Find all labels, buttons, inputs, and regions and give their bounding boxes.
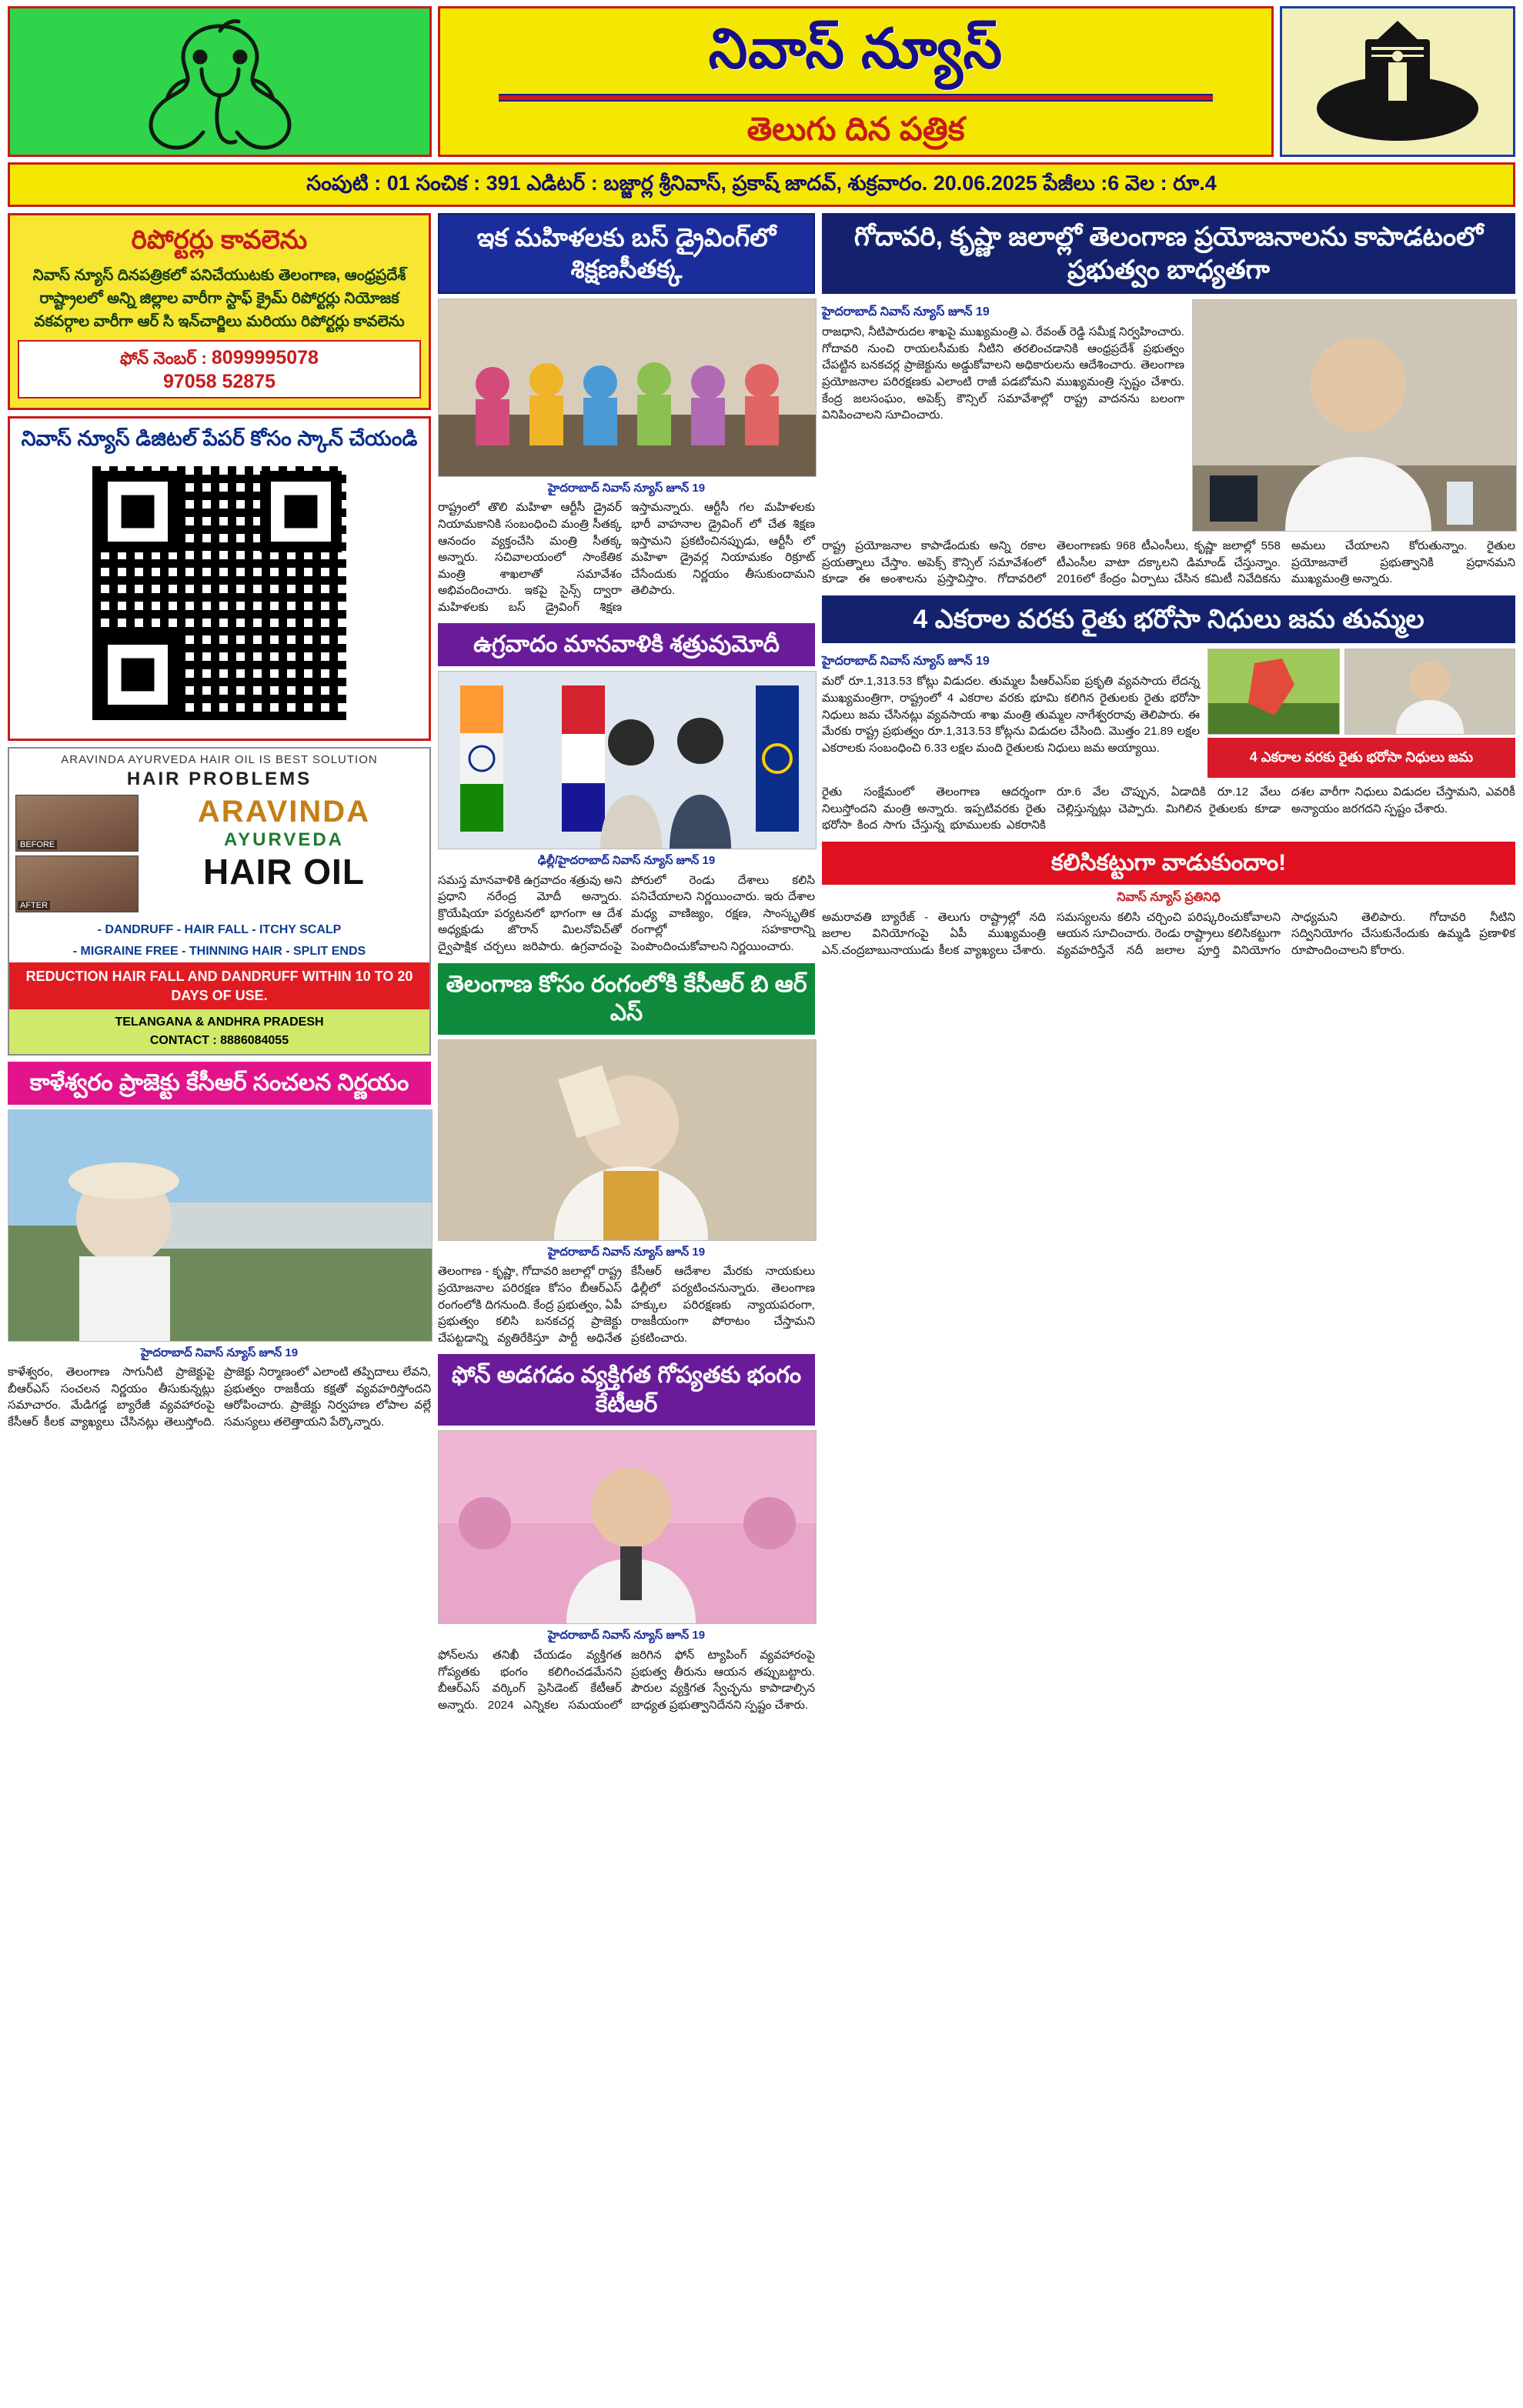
photo-cm-review-meeting: [1192, 299, 1517, 532]
byline-use-together: నివాస్ న్యూస్ ప్రతినిధి: [1117, 890, 1221, 904]
article-kcr-brs-body: తెలంగాణ - కృష్ణా, గోదావరి జలాల్లో రాష్ట్ర ప్రయోజనాల పరిరక్షణ కోసం బీఆర్ఎస్ రంగంలోకి దిగనుంది. కేంద్ర ప్రభుత్వం, ఏపీ ప్రభుత్వం కలిసి బనకచర్ల ప్రాజెక్టు చేపట్టడాన్ని వ్యతిరేకిస్తూ పార్టీ అధినేత కేసీఆర్ ఆదేశాల మేరకు నాయకులు ఢిల్లీలో పర్యటించనున్నారు. తెలంగాణ హక్కుల పరిరక్షణకు న్యాయపరంగా, రాజకీయంగా పోరాటం చేస్తామని ప్రకటించారు.: [438, 1265, 815, 1345]
photo-ktr-press-meet: [439, 1431, 816, 1623]
photo-modi-croatia: [438, 671, 817, 849]
ganesha-icon: [105, 12, 336, 151]
ganesha-logo-box: [8, 6, 432, 157]
photo-cm-revanth-wrap: [1192, 299, 1515, 532]
article-phone-tapping-body: ఫోన్‌లను తనిఖీ చేయడం వ్యక్తిగత గోప్యతకు భంగం కలిగించడమేనని బీఆర్ఎస్ వర్కింగ్ ప్రెసిడెంట్ కేటీఆర్ అన్నారు. 2024 ఎన్నికల సమయంలో జరిగిన ఫోన్ ట్యాపింగ్ వ్యవహారంపై ప్రభుత్వ తీరును ఆయన తప్పుబట్టారు. పౌరుల వ్యక్తిగత స్వేచ్ఛను కాపాడాల్సిన బాధ్యత ప్రభుత్వానిదేనని స్పష్టం చేశారు.: [438, 1649, 815, 1712]
phone-number-1[interactable]: 8099995078: [211, 346, 319, 369]
godavari-lead-text: [822, 299, 1184, 532]
headline-use-together[interactable]: కలిసికట్టుగా వాడుకుందాం!: [822, 842, 1515, 885]
phone-number-2[interactable]: 97058 52875: [163, 370, 276, 392]
ad-hair-oil-brand: [145, 795, 423, 916]
caption-kcr-brs: హైదరాబాద్ నివాస్ న్యూస్ జూన్ 19: [547, 1245, 706, 1259]
column-middle: [438, 213, 815, 1713]
column-right: [822, 213, 1515, 959]
photo-tummala-nageswara-rao: [1345, 649, 1515, 734]
ad-hair-oil-claim: REDUCTION HAIR FALL AND DANDRUFF WITHIN 10 TO 20 DAYS OF USE.: [9, 962, 429, 1009]
byline-farmer-funds: హైదరాబాద్ నివాస్ న్యూస్ జూన్ 19: [822, 655, 990, 669]
ad-hair-oil-region: TELANGANA & ANDHRA PRADESH: [115, 1016, 324, 1029]
issue-info-text: సంపుటి : 01 సంచిక : 391 ఎడిటర్ : బజ్జార్ల శ్రీనివాస్, ప్రకాష్ జాదవ్, శుక్రవారం. 20.06.2025 పేజీలు :6 వెల : రూ.4: [306, 172, 1217, 195]
issue-info-bar: [8, 162, 1515, 207]
temple-gopuram-icon: [1305, 16, 1490, 147]
farmer-badge-text: 4 ఎకరాల వరకు రైతు భరోసా నిధులు జమ: [1249, 749, 1474, 765]
photo-kcr: [439, 1040, 816, 1240]
column-left: [8, 213, 431, 1431]
ad-hair-oil-line2: HAIR PROBLEMS: [126, 769, 312, 790]
ad-reporters-wanted: [8, 213, 431, 410]
photo-kcr-at-dam: [8, 1110, 432, 1341]
photo-cm-revanth-reddy: [1193, 300, 1516, 531]
qr-title: నివాస్ న్యూస్ డిజిటల్ పేపర్ కోసం స్కాన్ చేయండి: [21, 426, 418, 450]
ad-hair-oil: [8, 747, 431, 1056]
headline-farmer-funds[interactable]: 4 ఎకరాల వరకు రైతు భరోసా నిధులు జమ తుమ్మల: [822, 595, 1515, 644]
phone-label-text: ఫోన్ నెంబర్ :: [120, 348, 207, 368]
photo-modi-handshake: [439, 672, 816, 849]
ad-hair-oil-body: [9, 792, 429, 919]
headline-terrorism-modi[interactable]: ఉగ్రవాదం మానవాళికి శత్రువుమోదీ: [438, 623, 815, 666]
caption-phone-tapping: హైదరాబాద్ నివాస్ న్యూస్ జూన్ 19: [547, 1629, 706, 1643]
ad-hair-oil-features-2: - MIGRAINE FREE - THINNING HAIR - SPLIT ENDS: [72, 945, 366, 959]
title-divider: [499, 94, 1214, 102]
photo-minister-tummala: [1344, 649, 1515, 735]
ad-hair-oil-photos: [15, 795, 139, 916]
qr-finder-top-left: [97, 471, 179, 552]
product-name: HAIR OIL: [203, 852, 365, 892]
photo-kcr-speech: [438, 1039, 817, 1241]
caption-women-bus: హైదరాబాద్ నివాస్ న్యూస్ జూన్ 19: [547, 481, 706, 495]
masthead-title-box: [438, 6, 1274, 157]
headline-phone-tapping[interactable]: ఫోన్ అడగడం వ్యక్తిగత గోప్యతకు భంగం కేటీఆర్: [438, 1354, 815, 1426]
farmer-photo-badge: [1207, 738, 1515, 778]
caption-terrorism: ఢిల్లీ/హైదరాబాద్ నివాస్ న్యూస్ జూన్ 19: [537, 853, 716, 867]
masthead: [8, 6, 1515, 157]
caption-kaleswaram: హైదరాబాద్ నివాస్ న్యూస్ జూన్ 19: [140, 1346, 299, 1359]
before-photo: [15, 795, 139, 852]
before-label: BEFORE: [18, 840, 57, 849]
ad-hair-oil-features-1: - DANDRUFF - HAIR FALL - ITCHY SCALP: [97, 923, 342, 937]
page-title: నివాస్ న్యూస్: [708, 18, 1004, 80]
masthead-subtitle: తెలుగు దిన పత్రిక: [746, 111, 965, 148]
article-godavari-body-2: రాష్ట్ర ప్రయోజనాల కాపాడేందుకు అన్ని రకాల ప్రయత్నాలు చేస్తాం. అపెక్స్ కౌన్సిల్ సమావేశంలో కూడా ఈ అంశాలను ప్రస్తావిస్తాం. గోదావరిలో తెలంగాణకు 968 టీఎంసీలు, కృష్ణా జలాల్లో 558 టీఎంసీల వాటా దక్కాలని డిమాండ్ చేస్తున్నాం. 2016లో కేంద్రం ఏర్పాటు చేసిన కమిటీ నివేదికను అమలు చేయాలని కోరుతున్నాం. రైతుల ప్రయోజనాలే ప్రభుత్వానికి ప్రధానమని ముఖ్యమంత్రి అన్నారు.: [822, 539, 1515, 586]
article-godavari-body-1: రాజధాని, నీటిపారుదల శాఖపై ముఖ్యమంత్రి ఎ. రేవంత్ రెడ్డి సమీక్ష నిర్వహించారు. గోదావరి నుంచి రాయలసీమకు నీటిని తరలించడానికి ఆంధ్రప్రదేశ్ ప్రభుత్వం చేపట్టిన బనకచర్ల ప్రాజెక్టును అడ్డుకోవాలని అధికారులను ఆదేశించారు. తెలంగాణ ప్రయోజనాల పరిరక్షణకు ఎలాంటి రాజీ పడబోమని ముఖ్యమంత్రి స్పష్టం చేశారు. కేంద్ర జలసంఘం, అపెక్స్ కౌన్సిల్ సమావేశాల్లో రాష్ట్ర వాదనను బలంగా వినిపించాలని సూచించారు.: [822, 325, 1184, 422]
qr-code-icon[interactable]: [85, 459, 354, 728]
headline-kcr-brs[interactable]: తెలంగాణ కోసం రంగంలోకి కేసీఆర్ బి ఆర్ ఎస్: [438, 963, 815, 1035]
ad-digital-paper-qr: [8, 416, 431, 741]
ad-hair-oil-phone[interactable]: CONTACT : 8886084055: [149, 1034, 289, 1047]
godavari-lead-block: [822, 299, 1515, 532]
after-label: AFTER: [18, 901, 50, 910]
article-farmer-funds-body-2: రైతు సంక్షేమంలో తెలంగాణ ఆదర్శంగా నిలుస్తోందని మంత్రి అన్నారు. ఇప్పటివరకు రైతు భరోసా కింద సాగు చేస్తున్న భూములకు ఎకరానికి రూ.6 వేల చొప్పున, ఏడాదికి రూ.12 వేలు చెల్లిస్తున్నట్లు చెప్పారు. మిగిలిన రైతులకు కూడా దశల వారీగా నిధులు విడుదల చేస్తామని, ఎవరికీ అన్యాయం జరగదని స్పష్టం చేశారు.: [822, 785, 1515, 832]
article-kaleswaram-body: కాళేశ్వరం, తెలంగాణ సాగునీటి ప్రాజెక్టుపై బీఆర్ఎస్ సంచలన నిర్ణయం తీసుకున్నట్లు సమాచారం. మేడిగడ్డ బ్యారేజీ వ్యవహారంపై కేసీఆర్ కీలక వ్యాఖ్యలు చేసినట్లు తెలుస్తోంది. ప్రాజెక్టు నిర్మాణంలో ఎలాంటి తప్పిదాలు లేవని, ప్రభుత్వం రాజకీయ కక్షతో వ్యవహరిస్తోందని ఆరోపించారు. ప్రాజెక్టు నిర్వహణ లోపాల వల్లే సమస్యలు తలెత్తాయని పేర్కొన్నారు.: [8, 1366, 431, 1429]
article-women-bus-body: రాష్ట్రంలో తొలి మహిళా ఆర్టీసీ డ్రైవర్ నియామకానికి సంబంధించి మంత్రి సీతక్క ఆనందం వ్యక్తంచేసి మంత్రి సీతక్క అన్నారు. సచివాలయంలో సాంకేతిక మంత్రి శాఖలాతో సమావేశం అభివందించారు. ఇకపై సైన్స్ ద్వారా మహిళలకు బస్ డ్రైవింగ్ శిక్షణ ఇస్తామన్నారు. ఆర్టీసీ గల మహిళలకు భారీ వాహనాల డ్రైవింగ్ లో చేత శిక్షణ ఇస్తామని ప్రకటించినప్పుడు, ఆర్టీసీ లో మహిళా డ్రైవర్ల నియామకం రిక్రూట్ చేసేందుకు నిర్ణయం తీసుకుందామని తెలిపారు.: [438, 501, 815, 614]
headline-godavari-krishna[interactable]: గోదావరి, కృష్ణా జలాల్లో తెలంగాణ ప్రయోజనాలను కాపాడటంలో ప్రభుత్వం బాధ్యతగా: [822, 213, 1515, 294]
qr-finder-bottom-left: [97, 634, 179, 715]
ad-hair-oil-contact: [9, 1009, 429, 1054]
byline-godavari: హైదరాబాద్ నివాస్ న్యూస్ జూన్ 19: [822, 305, 990, 319]
farmer-photos: [1207, 649, 1515, 778]
farmer-funds-block: [822, 649, 1515, 778]
brand-subname: AYURVEDA: [223, 829, 345, 851]
ad-reporters-body: నివాస్ న్యూస్ దినపత్రికలో పనిచేయుటకు తెలంగాణ, ఆంధ్రప్రదేశ్ రాష్ట్రాలలో అన్ని జిల్లాల వారీగా స్టాఫ్ క్రైమ్ రిపోర్టర్లు నియోజక వకవర్గాల వారీగా ఆర్ సి ఇన్‌చార్జిలు మరియు రిపోర్టర్లు కావలెను: [32, 266, 406, 330]
ad-hair-oil-header: [9, 749, 429, 792]
after-photo: [15, 855, 139, 912]
content-columns: [8, 213, 1515, 1713]
ad-reporters-title: రిపోర్టర్లు కావలెను: [131, 225, 308, 255]
photo-women-meeting: [438, 298, 817, 477]
photo-farm-field: [1207, 649, 1340, 735]
qr-finder-top-right: [260, 471, 342, 552]
temple-logo-box: [1280, 6, 1515, 157]
headline-kaleswaram[interactable]: కాళేశ్వరం ప్రాజెక్టు కేసీఆర్ సంచలన నిర్ణయం: [8, 1062, 431, 1105]
farmer-funds-text: [822, 649, 1200, 778]
ad-reporters-phone-box: [18, 340, 421, 399]
article-use-together-body: అమరావతి బ్యారేజ్ - తెలుగు రాష్ట్రాల్లో నది జలాల వినియోగంపై ఏపీ ముఖ్యమంత్రి ఎన్.చంద్రబాబునాయుడు కీలక వ్యాఖ్యలు చేశారు. సమస్యలను కలిసి చర్చించి పరిష్కరించుకోవాలని ఆయన సూచించారు. రెండు రాష్ట్రాలు కలిసికట్టుగా వ్యవహరిస్తేనే నదీ జలాల పూర్తి వినియోగం సాధ్యమని తెలిపారు. గోదావరి నీటిని సద్వినియోగం చేసుకునేందుకు ఉమ్మడి ప్రణాళిక రూపొందించాలని కోరారు.: [822, 910, 1515, 957]
article-terrorism-body: సమస్త మానవాళికి ఉగ్రవాదం శత్రువు అని ప్రధాని నరేంద్ర మోదీ అన్నారు. క్రొయేషియా పర్యటనలో భాగంగా ఆ దేశ అధ్యక్షుడు జొరాన్ మిలనోవిచ్‌తో ద్వైపాక్షిక చర్చలు జరిపారు. ఉగ్రవాదంపై పోరులో రెండు దేశాలు కలిసి పనిచేయాలని నిర్ణయించారు. ఇరు దేశాల మధ్య వాణిజ్యం, రక్షణ, సాంస్కృతిక రంగాల్లో సహకారాన్ని పెంపొందించుకోవాలని నిర్ణయించారు.: [438, 873, 815, 954]
ad-hair-oil-line1: ARAVINDA AYURVEDA HAIR OIL IS BEST SOLUTION: [61, 753, 378, 767]
photo-telangana-map-paddy: [1208, 649, 1339, 734]
article-farmer-funds-body-1: మరో రూ.1,313.53 కోట్లు విడుదల. తుమ్మల పీఆర్ఎస్ఐ ప్రకృతి వ్యవసాయ లేదన్న ముఖ్యమంత్రిగా, రాష్ట్రంలో 4 ఎకరాల వరకు భూమి కలిగిన రైతులకు రైతు భరోసా నిధులు జమ చేసినట్లు వ్యవసాయ శాఖ మంత్రి తుమ్మల నాగేశ్వరరావు తెలిపారు. ఈ మేరకు రాష్ట్ర ప్రభుత్వం రూ.1,313.53 కోట్లను విడుదల చేసింది. మొత్తం 21.89 లక్షల ఎకరాలకు సంబంధించి 6.33 లక్షల మంది రైతులకు నిధులు జమ అయ్యాయి.: [822, 675, 1200, 755]
brand-name: ARAVINDA: [197, 795, 371, 829]
photo-kaleswaram-kcr: [8, 1109, 433, 1342]
photo-ktr: [438, 1430, 817, 1624]
ad-reporters-phone-label: [22, 345, 416, 371]
photo-women-group: [439, 299, 816, 476]
headline-women-bus-training[interactable]: ఇక మహిళలకు బస్ డ్రైవింగ్‌లో శిక్షణసీతక్క: [438, 213, 815, 294]
farmer-photo-row: [1207, 649, 1515, 735]
